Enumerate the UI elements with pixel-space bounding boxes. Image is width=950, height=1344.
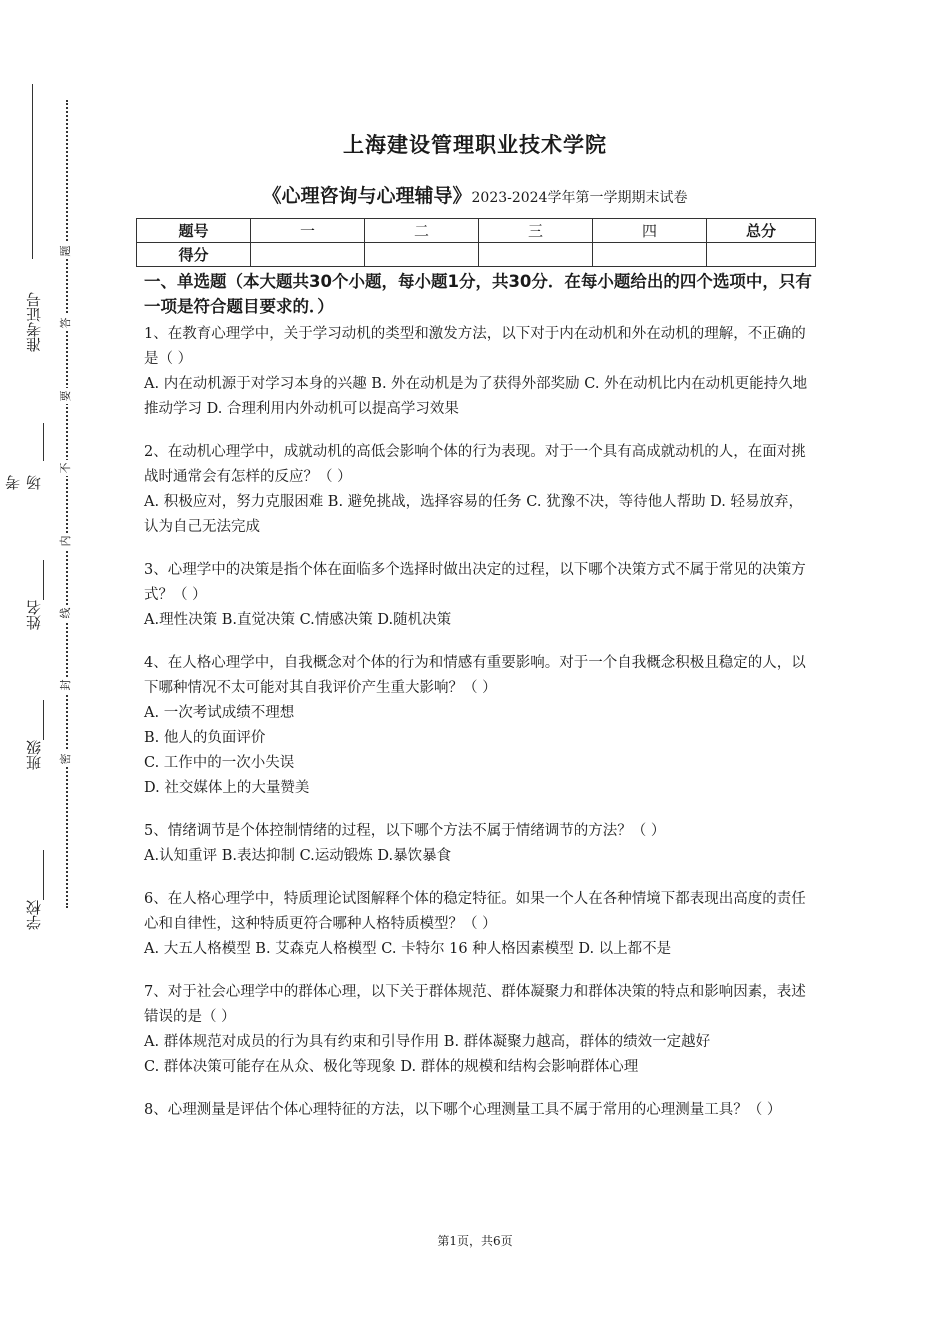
score-blank-cell[interactable]	[479, 243, 593, 267]
question-4	[144, 651, 816, 801]
binding-field-school: 学校	[20, 830, 44, 930]
score-blank-cell[interactable]	[365, 243, 479, 267]
question-options: A. 积极应对，努力克服困难 B. 避免挑战，选择容易的任务 C. 犹豫不决，等待他人帮助 D. 轻易放弃，认为自己无法完成	[144, 494, 804, 535]
binding-field-class: 班级	[20, 690, 44, 770]
question-option: A. 群体规范对成员的行为具有约束和引导作用 B. 群体凝聚力越高，群体的绩效一定越好	[144, 1034, 711, 1050]
question-5	[144, 819, 816, 869]
score-cell: 二	[365, 219, 479, 243]
question-options: A.认知重评 B.表达抑制 C.运动锻炼 D.暴饮暴食	[144, 848, 452, 864]
question-7	[144, 980, 816, 1080]
score-blank-cell[interactable]	[251, 243, 365, 267]
question-2	[144, 440, 816, 540]
section-title: 一、单选题（本大题共30个小题，每小题1分，共30分．在每小题给出的四个选项中，只有一项是符合题目要求的．）	[144, 272, 812, 316]
seal-dotted-line	[66, 100, 68, 908]
question-stem: 6、在人格心理学中，特质理论试图解释个体的稳定特征。如果一个人在各种情境下都表现出高度的责任心和自律性，这种特质更符合哪种人格特质模型？（ ）	[144, 891, 806, 932]
question-option: C. 群体决策可能存在从众、极化等现象 D. 群体的规模和结构会影响群体心理	[144, 1059, 639, 1075]
score-blank-cell[interactable]	[707, 243, 816, 267]
question-options: A. 大五人格模型 B. 艾森克人格模型 C. 卡特尔 16 种人格因素模型 D. 以上都不是	[144, 941, 672, 957]
score-cell: 总分	[707, 219, 816, 243]
score-row-label: 得分	[137, 243, 251, 267]
seal-char: 封	[59, 677, 73, 693]
score-blank-cell[interactable]	[593, 243, 707, 267]
exam-subtitle	[0, 181, 950, 208]
seal-char: 内	[59, 533, 73, 549]
question-3	[144, 558, 816, 633]
term-label: 2023-2024学年第一学期期末试卷	[471, 190, 688, 206]
question-option: B. 他人的负面评价	[144, 730, 266, 746]
question-options: A. 内在动机源于对学习本身的兴趣 B. 外在动机是为了获得外部奖励 C. 外在动机比内在动机更能持久地推动学习 D. 合理利用内外动机可以提高学习效果	[144, 376, 808, 417]
seal-char: 题	[59, 243, 73, 259]
score-cell: 一	[251, 219, 365, 243]
question-stem: 4、在人格心理学中，自我概念对个体的行为和情感有重要影响。对于一个自我概念积极且稳定的人，以下哪种情况不太可能对其自我评价产生重大影响？（ ）	[144, 655, 806, 696]
score-table-score-row	[137, 243, 816, 267]
score-table-header-row	[137, 219, 816, 243]
binding-field-exam-id: 准考证号	[25, 292, 43, 352]
question-stem: 8、心理测量是评估个体心理特征的方法，以下哪个心理测量工具不属于常用的心理测量工具？（ ）	[144, 1102, 782, 1118]
question-option: C. 工作中的一次小失误	[144, 755, 295, 771]
binding-field-name: 姓名	[20, 550, 44, 630]
question-stem: 1、在教育心理学中，关于学习动机的类型和激发方法，以下对于内在动机和外在动机的理解，不正确的是（ ）	[144, 326, 806, 367]
seal-char: 不	[59, 460, 73, 476]
binding-line	[32, 84, 34, 259]
seal-char: 密	[59, 751, 73, 767]
question-stem: 2、在动机心理学中，成就动机的高低会影响个体的行为表现。对于一个具有高成就动机的人，在面对挑战时通常会有怎样的反应？（ ）	[144, 444, 806, 485]
seal-char: 答	[59, 315, 73, 331]
page-footer: 第1页，共6页	[437, 1234, 513, 1248]
seal-char: 线	[59, 605, 73, 621]
exam-content	[144, 269, 816, 1123]
score-cell: 题号	[137, 219, 251, 243]
score-cell: 三	[479, 219, 593, 243]
question-stem: 3、心理学中的决策是指个体在面临多个选择时做出决定的过程，以下哪个决策方式不属于常见的决策方式？（ ）	[144, 562, 806, 603]
question-option: A. 一次考试成绩不理想	[144, 705, 295, 721]
school-title: 上海建设管理职业技术学院	[343, 133, 607, 157]
question-option: D. 社交媒体上的大量赞美	[144, 780, 310, 796]
question-1	[144, 322, 816, 422]
question-stem: 7、对于社会心理学中的群体心理，以下关于群体规范、群体凝聚力和群体决策的特点和影响因素，表述错误的是（ ）	[144, 984, 806, 1025]
question-6	[144, 887, 816, 962]
seal-char: 要	[59, 388, 73, 404]
question-stem: 5、情绪调节是个体控制情绪的过程，以下哪个方法不属于情绪调节的方法？（ ）	[144, 823, 666, 839]
question-options: A.理性决策 B.直觉决策 C.情感决策 D.随机决策	[144, 612, 452, 628]
score-table	[136, 218, 816, 267]
score-cell: 四	[593, 219, 707, 243]
binding-field-exam-room: 考场	[20, 420, 44, 490]
course-name: 《心理咨询与心理辅导》	[262, 185, 472, 207]
question-8	[144, 1098, 816, 1123]
